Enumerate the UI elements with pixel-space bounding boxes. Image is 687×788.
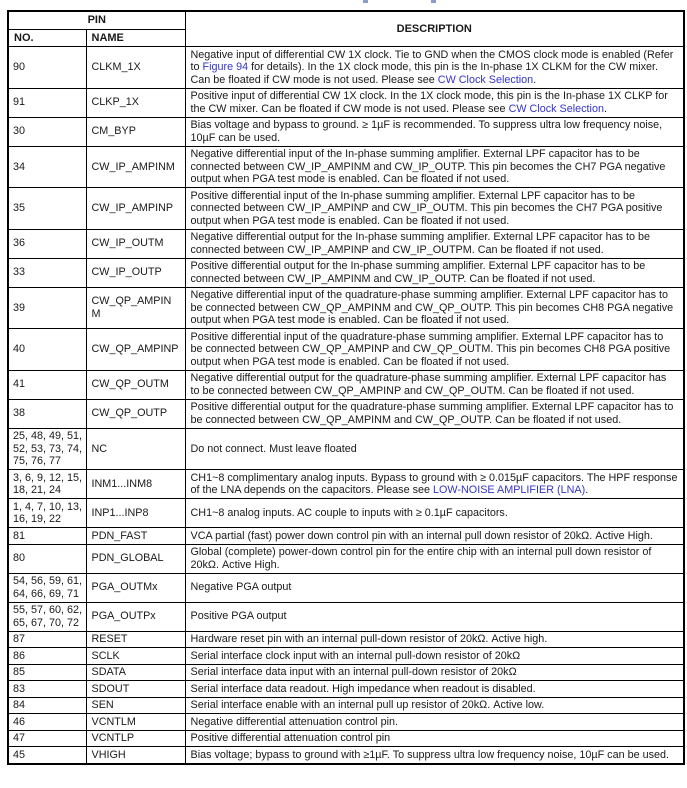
description-text: VCA partial (fast) power down control pin with an internal pull down resistor of 20kΩ. Active High.: [190, 529, 653, 542]
pin-description-cell: [185, 730, 684, 747]
pin-name-cell: RESET: [86, 631, 185, 648]
pin-no-cell: 33: [8, 258, 86, 287]
description-text: Positive PGA output: [190, 610, 287, 623]
pin-name-cell: NC: [86, 428, 185, 470]
pin-description-cell: [185, 428, 684, 470]
pin-name-cell: PDN_FAST: [86, 528, 185, 545]
pin-no-header: NO.: [8, 29, 86, 47]
table-row: [8, 117, 684, 146]
description-text: for details). In the 1X clock mode, this pin is the In-phase 1X CLKM for the CW mixer. Can be floated if CW mode is not used. Please see: [190, 61, 658, 86]
pin-description-cell: [185, 602, 684, 631]
table-row: [8, 428, 684, 470]
pin-no-cell: 3, 6, 9, 12, 15, 18, 21, 24: [8, 470, 86, 499]
table-row: [8, 499, 684, 528]
table-row: [8, 648, 684, 665]
pin-description-cell: [185, 747, 684, 764]
pin-description-cell: [185, 697, 684, 714]
pin-description-cell: [185, 648, 684, 665]
pin-name-cell: CW_QP_OUTM: [86, 370, 185, 399]
table-row: [8, 229, 684, 258]
pin-no-cell: 39: [8, 287, 86, 329]
description-text: Positive differential output for the quadrature-phase summing amplifier. External LPF capacitor has to be connected between CW_QP_AMPINM and CW_QP_OUTP. Can be floated if not used.: [190, 401, 674, 426]
pin-table-header: [8, 11, 684, 47]
pin-no-cell: 41: [8, 370, 86, 399]
description-text: Hardware reset pin with an internal pull-down resistor of 20kΩ. Active high.: [190, 633, 548, 645]
cropped-text-artifact: [431, 0, 436, 3]
pin-functions-table: [7, 10, 685, 765]
pin-no-cell: 85: [8, 664, 86, 681]
description-text: Positive differential attenuation control pin: [190, 732, 391, 744]
description-text: Serial interface clock input with an internal pull-down resistor of 20kΩ: [190, 649, 521, 662]
table-row: [8, 573, 684, 602]
cropped-text-artifact: [363, 0, 368, 3]
pin-no-cell: 35: [8, 188, 86, 230]
pin-no-cell: 38: [8, 399, 86, 428]
pin-name-cell: CW_QP_AMPINM: [86, 287, 185, 329]
description-text: Negative differential input of the quadrature-phase summing amplifier. External LPF capacitor has to be connected between CW_QP_AMPINM and CW_QP_OUTP. This pin becomes CH8 PGA negative output when PGA test mode is enabled. Can be floated if not used.: [190, 289, 674, 326]
pin-name-cell: PGA_OUTPx: [86, 602, 185, 631]
description-text: Negative differential output for the In-phase summing amplifier. External LPF capacitor has to be connected between CW_IP_AMPINP and CW_IP_OUTPM. Can be floated if not used.: [190, 231, 651, 256]
table-row: [8, 730, 684, 747]
table-row: [8, 470, 684, 499]
pin-no-cell: 40: [8, 329, 86, 371]
table-row: [8, 602, 684, 631]
pin-description-cell: [185, 544, 684, 573]
pin-description-cell: [185, 528, 684, 545]
pin-no-cell: 90: [8, 47, 86, 89]
pin-description-cell: [185, 88, 684, 117]
table-row: [8, 747, 684, 764]
pin-description-cell: [185, 188, 684, 230]
description-text: Serial interface data readout. High impedance when readout is disabled.: [190, 682, 536, 695]
pin-name-header: NAME: [86, 29, 185, 47]
pin-description-cell: [185, 370, 684, 399]
description-text: Bias voltage; bypass to ground with ≥1µF. To suppress ultra low frequency noise, 10µF can be used.: [190, 748, 669, 761]
pin-description-cell: [185, 714, 684, 731]
pin-description-cell: [185, 47, 684, 89]
pin-name-cell: PGA_OUTMx: [86, 573, 185, 602]
description-header: DESCRIPTION: [185, 11, 684, 47]
description-text: .: [603, 102, 607, 115]
table-row: [8, 329, 684, 371]
table-row: [8, 188, 684, 230]
pin-name-cell: CW_IP_AMPINM: [86, 146, 185, 188]
table-row: [8, 528, 684, 545]
pin-description-cell: [185, 329, 684, 371]
table-row: [8, 287, 684, 329]
pin-description-cell: [185, 664, 684, 681]
pin-no-cell: 1, 4, 7, 10, 13, 16, 19, 22: [8, 499, 86, 528]
pin-no-cell: 91: [8, 88, 86, 117]
pin-no-cell: 36: [8, 229, 86, 258]
pin-name-cell: CW_QP_OUTP: [86, 399, 185, 428]
description-text: Positive differential input of the quadrature-phase summing amplifier. External LPF capacitor has to be connected between CW_QP_AMPINP and CW_QP_OUTM. This pin becomes CH8 PGA positive output when PGA test mode is enabled. Can be floated if not used.: [190, 330, 671, 368]
pin-name-cell: SDATA: [86, 664, 185, 681]
description-text: Do not connect. Must leave floated: [190, 442, 357, 455]
pin-name-cell: SEN: [86, 697, 185, 714]
pin-no-cell: 81: [8, 528, 86, 545]
pin-description-cell: [185, 573, 684, 602]
description-text: Positive input of differential CW 1X clock. In the 1X clock mode, this pin is the In-phase 1X CLKP for the CW mixer. Can be floated if CW mode is not used. Please see: [190, 90, 668, 115]
pin-name-cell: SDOUT: [86, 681, 185, 698]
pin-no-cell: 25, 48, 49, 51, 52, 53, 73, 74, 75, 76, 77: [8, 428, 86, 470]
pin-description-cell: [185, 470, 684, 499]
description-text: Negative input of differential CW 1X clock. Tie to GND when the CMOS clock mode is enabled (Refer to: [190, 48, 674, 73]
description-link[interactable]: Figure 94: [202, 61, 249, 73]
pin-name-cell: CLKM_1X: [86, 47, 185, 89]
pin-name-cell: CM_BYP: [86, 117, 185, 146]
pin-description-cell: [185, 631, 684, 648]
pin-description-cell: [185, 146, 684, 188]
pin-no-cell: 47: [8, 730, 86, 747]
pin-name-cell: CW_IP_AMPINP: [86, 188, 185, 230]
pin-description-cell: [185, 399, 684, 428]
description-text: CH1~8 complimentary analog inputs. Bypass to ground with ≥ 0.015µF capacitors. The HPF response of the LNA depends on the capacitors. Please see: [190, 471, 678, 496]
table-row: [8, 258, 684, 287]
pin-no-cell: 84: [8, 697, 86, 714]
pin-no-cell: 46: [8, 714, 86, 731]
pin-no-cell: 54, 56, 59, 61, 64, 66, 69, 71: [8, 573, 86, 602]
description-text: CH1~8 analog inputs. AC couple to inputs with ≥ 0.1µF capacitors.: [190, 506, 508, 519]
description-text: Negative PGA output: [190, 581, 292, 594]
pin-name-cell: CW_IP_OUTM: [86, 229, 185, 258]
table-row: [8, 664, 684, 681]
pin-description-cell: [185, 229, 684, 258]
pin-description-cell: [185, 258, 684, 287]
description-link[interactable]: CW Clock Selection: [437, 73, 534, 86]
pin-name-cell: CLKP_1X: [86, 88, 185, 117]
table-row: [8, 370, 684, 399]
table-row: [8, 399, 684, 428]
pin-no-cell: 87: [8, 631, 86, 648]
table-row: [8, 697, 684, 714]
pin-name-cell: CW_QP_AMPINP: [86, 329, 185, 371]
description-text: Positive differential input of the In-phase summing amplifier. External LPF capacitor has to be connected between CW_IP_AMPINP and CW_IP_OUTM. This pin becomes the CH7 PGA positive output when PGA test mode is enabled. Can be floated if not used.: [190, 189, 663, 227]
pin-no-cell: 80: [8, 544, 86, 573]
pin-no-cell: 34: [8, 146, 86, 188]
description-link[interactable]: LOW-NOISE AMPLIFIER (LNA): [433, 484, 586, 496]
description-text: Negative differential attenuation control pin.: [190, 715, 398, 728]
description-text: Bias voltage and bypass to ground. ≥ 1µF is recommended. To suppress ultra low frequency noise, 10µF can be used.: [190, 119, 663, 144]
description-text: Positive differential output for the In-phase summing amplifier. External LPF capacitor has to be connected between CW_IP_AMPINM and CW_IP_OUTP. Can be floated if not used.: [190, 260, 646, 285]
pin-no-cell: 55, 57, 60, 62, 65, 67, 70, 72: [8, 602, 86, 631]
pin-no-cell: 86: [8, 648, 86, 665]
pin-description-cell: [185, 499, 684, 528]
pin-name-cell: VHIGH: [86, 747, 185, 764]
pin-group-header: PIN: [8, 11, 185, 29]
description-link[interactable]: CW Clock Selection: [508, 102, 604, 115]
pin-table-body: [8, 47, 684, 764]
description-text: .: [533, 73, 537, 86]
pin-name-cell: PDN_GLOBAL: [86, 544, 185, 573]
pin-name-cell: INM1...INM8: [86, 470, 185, 499]
pin-description-cell: [185, 117, 684, 146]
table-row: [8, 47, 684, 89]
description-text: Negative differential output for the quadrature-phase summing amplifier. External LPF capacitor has to be connected between CW_QP_AMPINP and CW_QP_OUTM. Can be floated if not used.: [190, 372, 667, 397]
pin-no-cell: 83: [8, 681, 86, 698]
pin-no-cell: 30: [8, 117, 86, 146]
table-row: [8, 88, 684, 117]
pin-name-cell: VCNTLP: [86, 730, 185, 747]
pin-name-cell: VCNTLM: [86, 714, 185, 731]
header-row-group: [8, 11, 684, 29]
table-row: [8, 631, 684, 648]
table-row: [8, 681, 684, 698]
pin-description-cell: [185, 681, 684, 698]
pin-name-cell: SCLK: [86, 648, 185, 665]
pin-name-cell: CW_IP_OUTP: [86, 258, 185, 287]
description-text: Serial interface data input with an internal pull-down resistor of 20kΩ: [190, 666, 517, 678]
description-text: Global (complete) power-down control pin for the entire chip with an internal pull down resistor of 20kΩ. Active High.: [190, 546, 652, 571]
pin-name-cell: INP1...INP8: [86, 499, 185, 528]
table-row: [8, 714, 684, 731]
table-row: [8, 146, 684, 188]
description-text: .: [585, 484, 589, 496]
pin-no-cell: 45: [8, 747, 86, 764]
table-row: [8, 544, 684, 573]
description-text: Serial interface enable with an internal pull up resistor of 20kΩ. Active low.: [190, 699, 545, 711]
description-text: Negative differential input of the In-phase summing amplifier. External LPF capacitor has to be connected between CW_IP_AMPINM and CW_IP_OUTP. This pin becomes the CH7 PGA negative output when PGA test mode is enabled. Can be floated if not used.: [190, 148, 666, 185]
pin-description-cell: [185, 287, 684, 329]
